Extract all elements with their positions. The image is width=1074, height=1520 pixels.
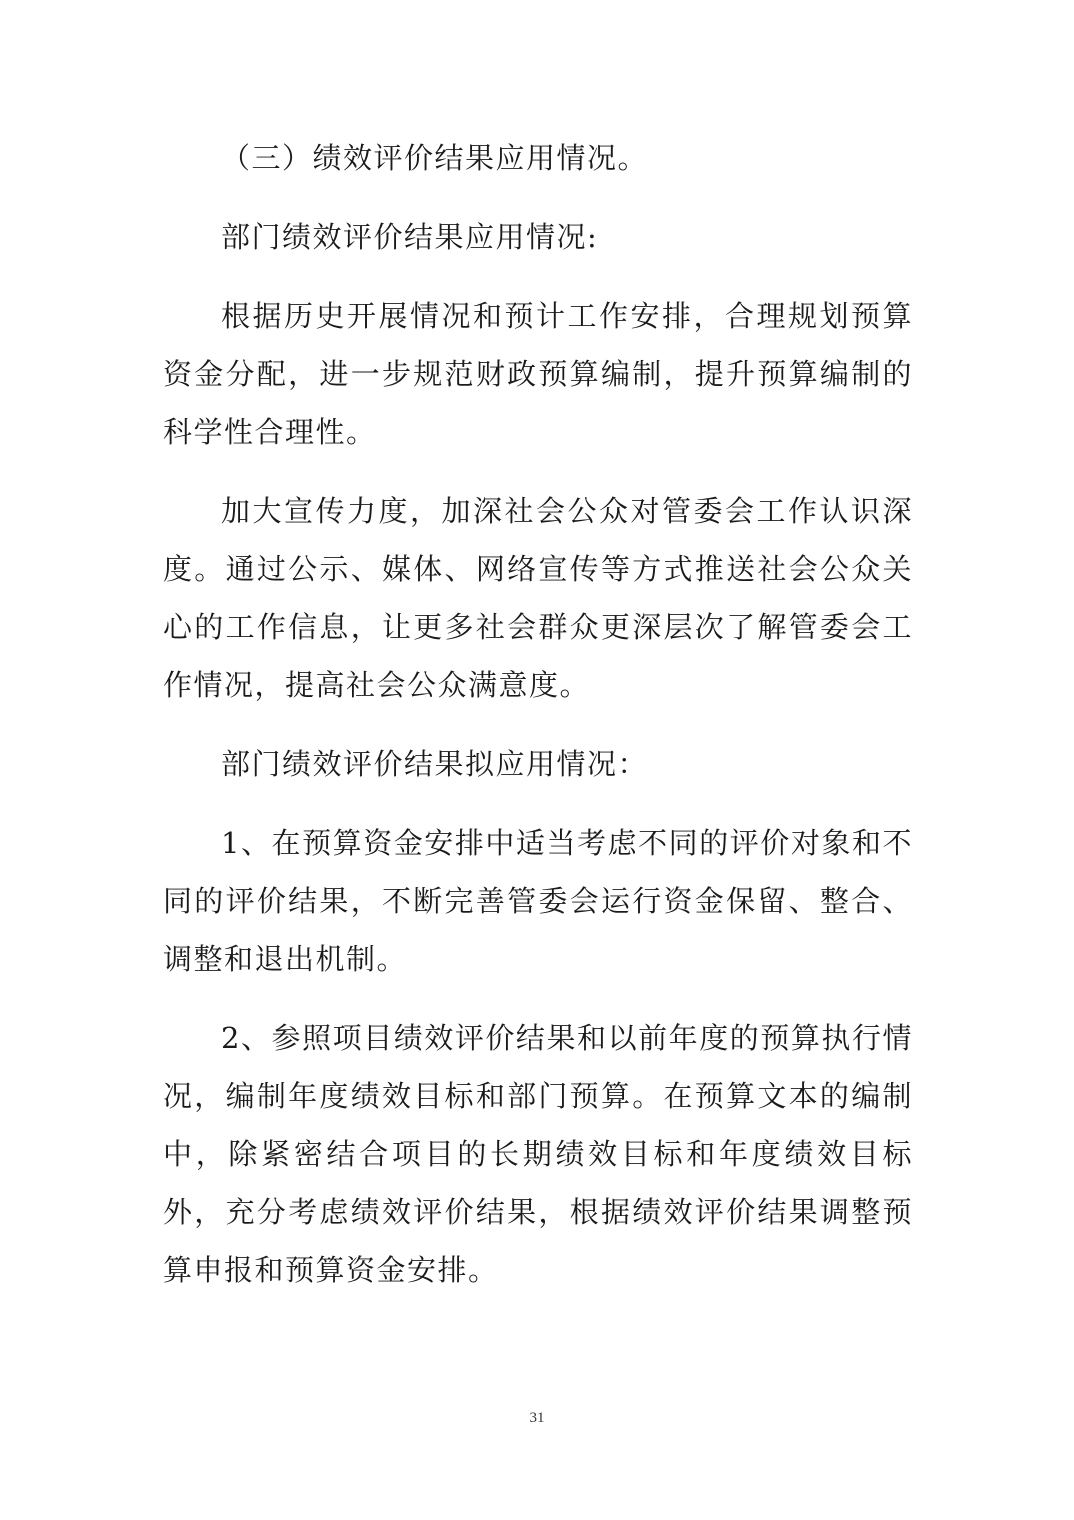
- paragraph-publicity: 加大宣传力度，加深社会公众对管委会工作认识深度。通过公示、媒体、网络宣传等方式推送社会公众关心的工作信息，让更多社会群众更深层次了解管委会工作情况，提高社会公众满意度。: [163, 494, 913, 702]
- list-item-1: 1、在预算资金安排中适当考虑不同的评价对象和不同的评价结果，不断完善管委会运行资金保留、整合、调整和退出机制。: [163, 826, 913, 976]
- subheading-planned: 部门绩效评价结果拟应用情况：: [221, 747, 649, 781]
- paragraph-budget-planning: 根据历史开展情况和预计工作安排，合理规划预算资金分配，进一步规范财政预算编制，提升预算编制的科学性合理性。: [163, 299, 913, 449]
- subheading-applied: 部门绩效评价结果应用情况:: [221, 220, 599, 254]
- page-number: 31: [529, 1410, 545, 1426]
- document-body: [163, 129, 913, 1299]
- list-item-2: 2、参照项目绩效评价结果和以前年度的预算执行情况，编制年度绩效目标和部门预算。在预算文本的编制中，除紧密结合项目的长期绩效目标和年度绩效目标外，充分考虑绩效评价结果，根据绩效评价结果调整预算申报和预算资金安排。: [163, 1021, 913, 1287]
- section-heading: （三）绩效评价结果应用情况。: [221, 141, 649, 175]
